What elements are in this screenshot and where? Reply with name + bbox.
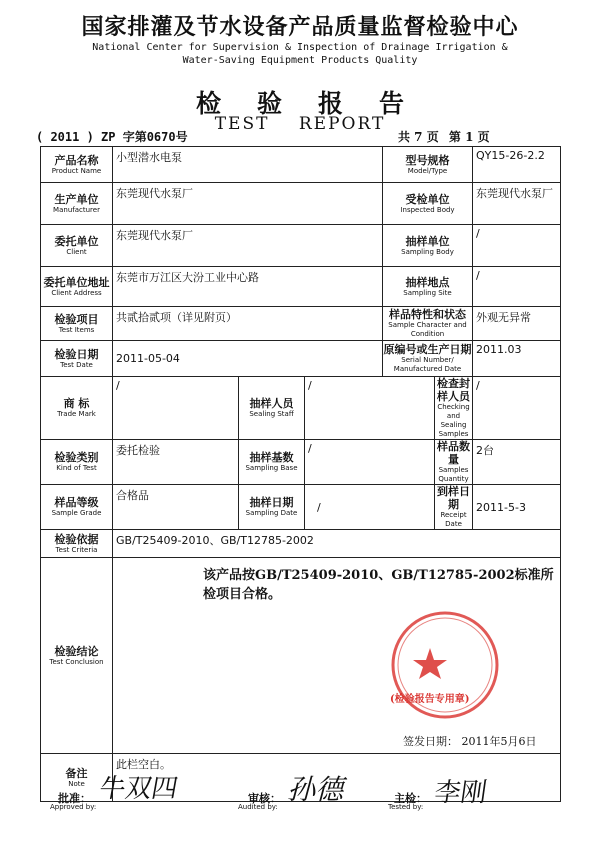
row-trade-mark [41, 377, 561, 440]
label-checking-samples: 检查封样人员 Checking and Sealing Samples [435, 377, 473, 440]
report-reference-number: ( 2011 ) ZP 字第0670号 [36, 130, 188, 144]
total-pages: 共 7 页 [398, 130, 439, 144]
label-samples-quantity: 样品数量 Samples Quantity [435, 440, 473, 485]
row-test-items [41, 307, 561, 341]
label-serial-number: 原编号或生产日期 Serial Number/ Manufactured Date [383, 341, 473, 377]
label-inspected-body: 受检单位 Inspected Body [383, 183, 473, 225]
page-counter [398, 128, 496, 145]
value-client: 东莞现代水泵厂 [113, 225, 383, 267]
value-test-items: 共贰拾贰项（详见附页） [113, 307, 383, 341]
value-test-conclusion: 该产品按GB/T25409-2010、GB/T12785-2002标准所检项目合格。 [203, 568, 554, 602]
value-samples-quantity: 2台 [473, 440, 561, 485]
label-kind-of-test: 检验类别 Kind of Test [41, 440, 113, 485]
signature-audited: 孙德 [285, 773, 351, 806]
value-sealing-staff: / [305, 377, 435, 440]
value-manufacturer: 东莞现代水泵厂 [113, 183, 383, 225]
organization-name-en-line2: Water-Saving Equipment Products Quality [182, 55, 418, 66]
value-sampling-date: / [305, 485, 435, 530]
label-sample-grade: 样品等级 Sample Grade [41, 485, 113, 530]
label-sample-character: 样品特性和状态 Sample Character and Condition [383, 307, 473, 341]
label-note: 备注 Note [41, 754, 113, 802]
signature-approved: 牛双四 [96, 774, 181, 804]
label-model: 型号规格 Model/Type [383, 147, 473, 183]
tested-label-en: Tested by: [388, 803, 424, 811]
value-receipt-date: 2011-5-3 [473, 485, 561, 530]
audited-label-en: Audited by: [238, 803, 278, 811]
label-client-address: 委托单位地址 Client Address [41, 267, 113, 307]
value-note: 此栏空白。 [113, 754, 561, 802]
row-kind-of-test [41, 440, 561, 485]
row-product-name [41, 147, 561, 183]
signature-tested: 李刚 [432, 778, 489, 808]
tested-label: 主检： [394, 792, 427, 805]
issue-date-label: 签发日期： [403, 735, 458, 748]
row-client-address [41, 267, 561, 307]
label-sampling-body: 抽样单位 Sampling Body [383, 225, 473, 267]
value-sample-grade: 合格品 [113, 485, 239, 530]
label-test-items: 检验项目 Test Items [41, 307, 113, 341]
row-client [41, 225, 561, 267]
value-product-name: 小型潜水电泵 [113, 147, 383, 183]
label-test-conclusion: 检验结论 Test Conclusion [41, 558, 113, 754]
label-sampling-date: 抽样日期 Sampling Date [239, 485, 305, 530]
value-model: QY15-26-2.2 [473, 147, 561, 183]
page-number: 第 1 页 [448, 130, 490, 144]
value-sample-character: 外观无异常 [473, 307, 561, 341]
value-kind-of-test: 委托检验 [113, 440, 239, 485]
label-sealing-staff: 抽样人员 Sealing Staff [239, 377, 305, 440]
value-sampling-base: / [305, 440, 435, 485]
row-manufacturer [41, 183, 561, 225]
official-seal [370, 610, 520, 724]
value-sampling-body: / [473, 225, 561, 267]
label-receipt-date: 到样日期 Receipt Date [435, 485, 473, 530]
value-test-criteria: GB/T25409-2010、GB/T12785-2002 [113, 530, 561, 558]
star-icon [413, 648, 447, 679]
label-test-criteria: 检验依据 Test Criteria [41, 530, 113, 558]
issue-date-value: 2011年5月6日 [461, 735, 537, 748]
label-test-date: 检验日期 Test Date [41, 341, 113, 377]
seal-caption: (检验报告专用章) [390, 694, 470, 705]
label-manufacturer: 生产单位 Manufacturer [41, 183, 113, 225]
approved-label-en: Approved by: [50, 803, 97, 811]
report-title-en: TEST REPORT [214, 114, 386, 134]
label-sampling-base: 抽样基数 Sampling Base [239, 440, 305, 485]
value-sampling-site: / [473, 267, 561, 307]
organization-name-en-line1: National Center for Supervision & Inspection of Drainage Irrigation & [92, 42, 508, 53]
report-title-cn: 检验报告 [195, 89, 440, 118]
approved-label: 批准： [58, 792, 91, 805]
label-client: 委托单位 Client [41, 225, 113, 267]
organization-name-cn: 国家排灌及节水设备产品质量监督检验中心 [81, 14, 519, 40]
value-client-address: 东莞市万江区大汾工业中心路 [113, 267, 383, 307]
value-inspected-body: 东莞现代水泵厂 [473, 183, 561, 225]
issue-date-line [403, 733, 537, 749]
row-test-date [41, 341, 561, 377]
value-checking-samples: / [473, 377, 561, 440]
row-sample-grade [41, 485, 561, 530]
value-trade-mark: / [113, 377, 239, 440]
audited-label: 审核： [248, 792, 281, 805]
value-test-date: 2011-05-04 [113, 341, 383, 377]
label-product-name: 产品名称 Product Name [41, 147, 113, 183]
row-test-criteria [41, 530, 561, 558]
value-serial-number: 2011.03 [473, 341, 561, 377]
label-sampling-site: 抽样地点 Sampling Site [383, 267, 473, 307]
label-trade-mark: 商 标 Trade Mark [41, 377, 113, 440]
